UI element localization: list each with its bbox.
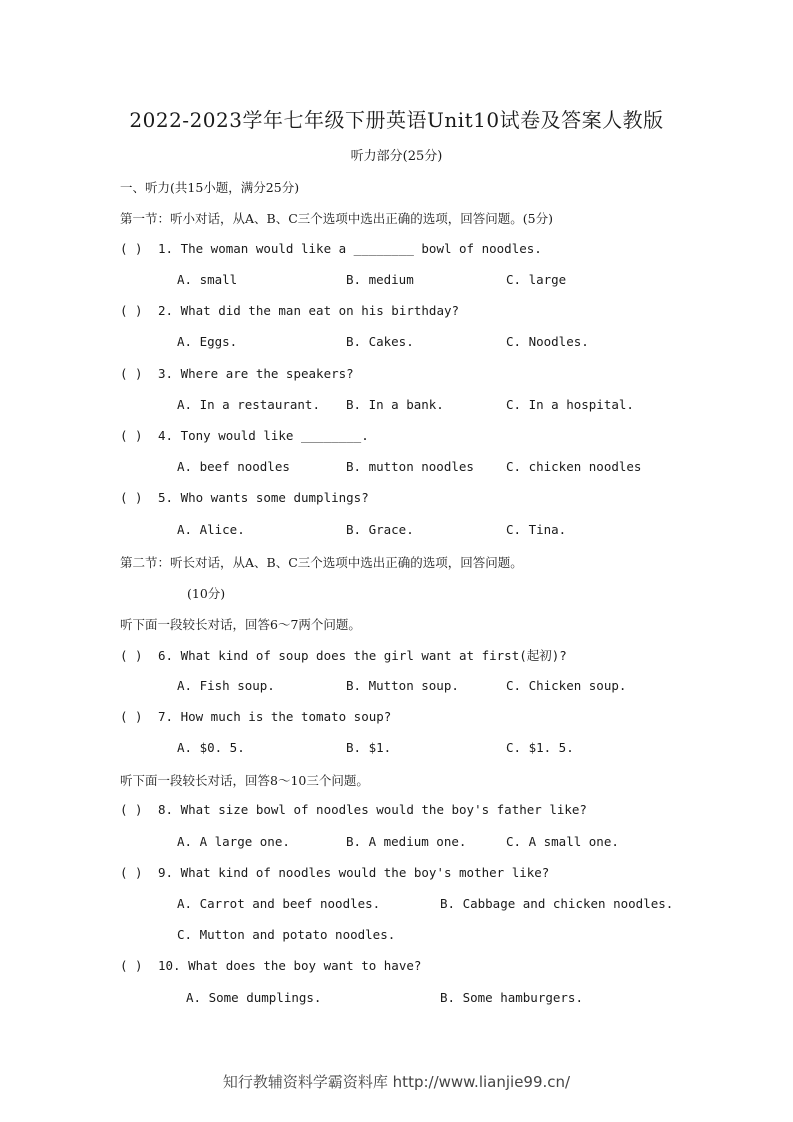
section-heading: 一、听力(共15小题，满分25分) (120, 180, 300, 195)
answer-blank[interactable]: ( ) (120, 428, 143, 443)
option-b: B. $1. (346, 740, 392, 755)
option-b: B. Some hamburgers. (440, 990, 583, 1005)
option-a: A. $0. 5. (177, 740, 245, 755)
option-a: A. small (177, 272, 238, 287)
answer-blank[interactable]: ( ) (120, 241, 143, 256)
option-a: A. Carrot and beef noodles. (177, 896, 381, 911)
question-text: 9. What kind of noodles would the boy's mother like? (158, 865, 550, 880)
answer-blank[interactable]: ( ) (120, 802, 143, 817)
question-text: 1. The woman would like a ________ bowl of noodles. (158, 241, 542, 256)
answer-blank[interactable]: ( ) (120, 709, 143, 724)
option-c: C. Noodles. (506, 334, 589, 349)
option-b: B. Cabbage and chicken noodles. (440, 896, 674, 911)
question-text: 3. Where are the speakers? (158, 366, 354, 381)
option-c: C. Mutton and potato noodles. (177, 927, 396, 942)
answer-blank[interactable]: ( ) (120, 958, 143, 973)
question-1 (120, 241, 542, 256)
question-4 (120, 428, 369, 443)
answer-blank[interactable]: ( ) (120, 366, 143, 381)
option-a: A. Alice. (177, 522, 245, 537)
option-b: B. Mutton soup. (346, 678, 459, 693)
answer-blank[interactable]: ( ) (120, 865, 143, 880)
question-text: 4. Tony would like ________. (158, 428, 369, 443)
question-10 (120, 958, 421, 973)
question-6 (120, 646, 567, 664)
question-3 (120, 366, 354, 381)
option-b: B. Grace. (346, 522, 414, 537)
option-a: A. Some dumplings. (186, 990, 322, 1005)
footer-watermark: 知行教辅资料学霸资料库 http://www.lianjie99.cn/ (222, 1073, 571, 1091)
option-c: C. chicken noodles (506, 459, 642, 474)
question-text: 7. How much is the tomato soup? (158, 709, 392, 724)
option-a: A. Fish soup. (177, 678, 275, 693)
option-c: C. $1. 5. (506, 740, 574, 755)
question-9 (120, 865, 549, 880)
question-text: 10. What does the boy want to have? (158, 958, 422, 973)
dialogue-instructions-8-10: 听下面一段较长对话，回答8～10三个问题。 (120, 773, 369, 788)
option-b: B. mutton noodles (346, 459, 474, 474)
part2-instructions: 第二节：听长对话，从A、B、C三个选项中选出正确的选项，回答问题。 (120, 555, 523, 570)
question-text: 2. What did the man eat on his birthday? (158, 303, 460, 318)
option-c: C. large (506, 272, 567, 287)
option-a: A. A large one. (177, 834, 290, 849)
answer-blank[interactable]: ( ) (120, 303, 143, 318)
option-a: A. Eggs. (177, 334, 238, 349)
part2-points: (10分) (187, 586, 226, 601)
question-text: 6. What kind of soup does the girl want at first(起初)? (158, 648, 567, 663)
question-5 (120, 490, 369, 505)
page-subtitle: 听力部分(25分) (350, 149, 443, 164)
option-b: B. Cakes. (346, 334, 414, 349)
question-text: 8. What size bowl of noodles would the boy's father like? (158, 802, 587, 817)
answer-blank[interactable]: ( ) (120, 648, 143, 663)
option-a: A. beef noodles (177, 459, 290, 474)
option-c: C. In a hospital. (506, 397, 634, 412)
question-text: 5. Who wants some dumplings? (158, 490, 369, 505)
part1-instructions: 第一节：听小对话，从A、B、C三个选项中选出正确的选项，回答问题。(5分) (120, 211, 553, 226)
question-7 (120, 709, 391, 724)
option-b: B. In a bank. (346, 397, 444, 412)
option-c: C. Chicken soup. (506, 678, 627, 693)
option-a: A. In a restaurant. (177, 397, 320, 412)
option-c: C. A small one. (506, 834, 619, 849)
answer-blank[interactable]: ( ) (120, 490, 143, 505)
option-b: B. A medium one. (346, 834, 467, 849)
question-8 (120, 802, 587, 817)
question-2 (120, 303, 459, 318)
dialogue-instructions-6-7: 听下面一段较长对话，回答6～7两个问题。 (120, 617, 361, 632)
option-c: C. Tina. (506, 522, 567, 537)
page-title: 2022-2023学年七年级下册英语Unit10试卷及答案人教版 (129, 108, 664, 132)
option-b: B. medium (346, 272, 414, 287)
